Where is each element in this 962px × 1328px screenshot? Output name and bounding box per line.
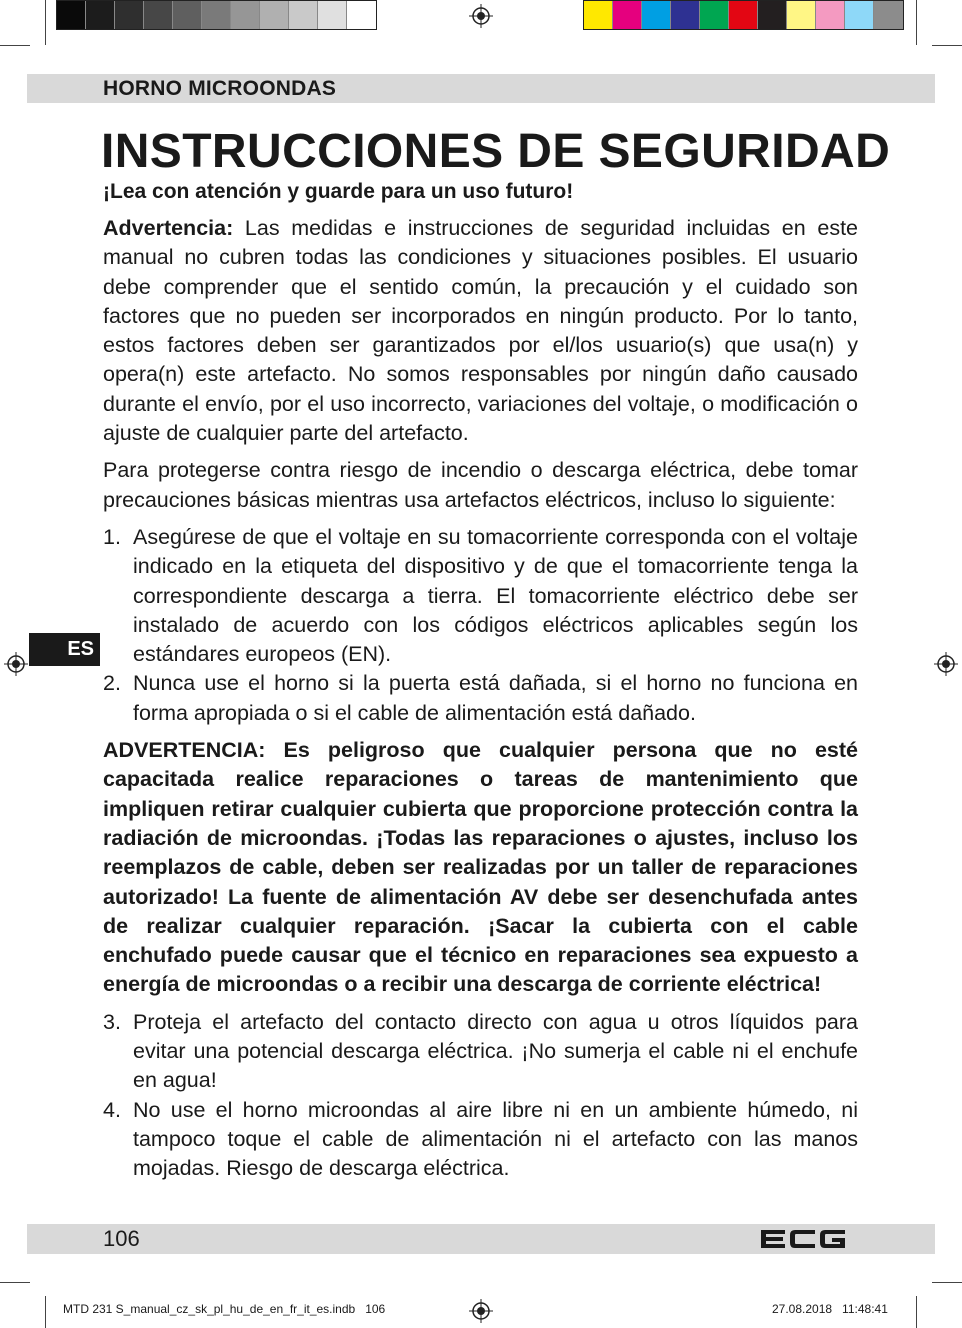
list-item-number: 2. bbox=[103, 671, 121, 696]
color-swatch bbox=[318, 1, 347, 29]
language-tab: ES bbox=[29, 633, 100, 666]
crop-mark bbox=[45, 0, 46, 45]
warning-paragraph bbox=[103, 214, 858, 448]
color-swatch bbox=[671, 1, 700, 29]
registration-mark-icon bbox=[469, 1299, 493, 1323]
list-item bbox=[103, 669, 858, 728]
color-swatch bbox=[874, 1, 903, 29]
color-swatch bbox=[260, 1, 289, 29]
color-swatch bbox=[787, 1, 816, 29]
color-swatch bbox=[57, 1, 86, 29]
color-swatch bbox=[173, 1, 202, 29]
crop-mark bbox=[932, 1282, 962, 1283]
list-item-number: 1. bbox=[103, 524, 121, 549]
warning-text: Las medidas e instrucciones de seguridad incluidas en este manual no cubren todas las condiciones y situaciones posibles. El usuario debe comprender que el sentido común, la precaución y el cuidado son factores que no pueden ser incorporados en ningún producto. Por lo tanto, estos factores deben ser garantizados por el/los usuario(s) que usa(n) y opera(n) este artefacto. No somos responsables por ningún daño causado durante el envío, por el uso incorrecto, variaciones del voltaje, o modificación o ajuste de cualquier parte del artefacto. bbox=[103, 216, 858, 446]
safety-steps-list bbox=[103, 523, 858, 728]
list-item-text: Proteja el artefacto del contacto directo con agua u otros líquidos para evitar una potencial descarga eléctrica. ¡No sumerja el cable ni el enchufe en agua! bbox=[133, 1009, 858, 1093]
list-item bbox=[103, 1008, 858, 1096]
color-swatch bbox=[115, 1, 144, 29]
page-number: 106 bbox=[103, 1226, 140, 1251]
color-swatch bbox=[144, 1, 173, 29]
list-item-text: Asegúrese de que el voltaje en su tomacorriente corresponda con el voltaje indicado en la etiqueta del dispositivo y de que el tomacorriente tenga la correspondiente descarga a tierra. El tomacorriente eléctrico debe ser instalado de acuerdo con los códigos eléctricos aplicables según los estándares europeos (EN). bbox=[133, 524, 858, 667]
list-item bbox=[103, 523, 858, 669]
safety-steps-list bbox=[103, 1008, 858, 1184]
color-swatch bbox=[584, 1, 613, 29]
crop-mark bbox=[932, 45, 962, 46]
page-subtitle: ¡Lea con atención y guarde para un uso futuro! bbox=[103, 180, 574, 203]
ecg-logo bbox=[759, 1228, 847, 1250]
registration-mark-icon bbox=[4, 652, 28, 676]
color-swatch bbox=[642, 1, 671, 29]
page-title: INSTRUCCIONES DE SEGURIDAD bbox=[101, 125, 891, 178]
registration-mark-icon bbox=[934, 652, 958, 676]
safety-content bbox=[103, 214, 858, 1192]
color-swatch bbox=[845, 1, 874, 29]
crop-mark bbox=[0, 45, 30, 46]
color-swatch bbox=[758, 1, 787, 29]
print-slug-timestamp: 27.08.2018 11:48:41 bbox=[772, 1302, 888, 1316]
crop-mark bbox=[916, 1296, 917, 1328]
warning-label: Advertencia: bbox=[103, 216, 234, 240]
color-swatch bbox=[86, 1, 115, 29]
registration-mark-icon bbox=[469, 4, 493, 28]
color-swatch bbox=[816, 1, 845, 29]
list-item-text: No use el horno microondas al aire libre ni en un ambiente húmedo, ni tampoco toque el cable de alimentación ni el artefacto con las manos mojadas. Riesgo de descarga eléctrica. bbox=[133, 1097, 858, 1181]
list-item bbox=[103, 1096, 858, 1184]
color-swatch bbox=[613, 1, 642, 29]
color-swatch bbox=[700, 1, 729, 29]
grayscale-color-bar bbox=[56, 0, 377, 30]
caution-paragraph: ADVERTENCIA: Es peligroso que cualquier persona que no esté capacitada realice reparaciones o tareas de mantenimiento que impliquen retirar cualquier cubierta que proporcione protección contra la radiación de microondas. ¡Todas las reparaciones o ajustes, incluso los reemplazos de cable, deben ser realizadas por un taller de reparaciones autorizado! La fuente de alimentación AV debe ser desenchufada antes de realizar cualquier reparación. ¡Sacar la cubierta con el cable enchufado puede causar que el técnico en reparaciones sea expuesto a energía de microondas o a recibir una descarga de corriente eléctrica! bbox=[103, 738, 858, 997]
list-item-number: 4. bbox=[103, 1097, 121, 1122]
color-swatch bbox=[202, 1, 231, 29]
color-swatch bbox=[289, 1, 318, 29]
print-slug-filename: MTD 231 S_manual_cz_sk_pl_hu_de_en_fr_it_es.indb 106 bbox=[63, 1302, 386, 1316]
crop-mark bbox=[916, 0, 917, 45]
color-swatch bbox=[347, 1, 376, 29]
crop-mark bbox=[45, 1296, 46, 1328]
cmyk-color-bar bbox=[583, 0, 904, 30]
color-swatch bbox=[729, 1, 758, 29]
crop-mark bbox=[0, 1282, 30, 1283]
color-swatch bbox=[231, 1, 260, 29]
list-item-number: 3. bbox=[103, 1009, 121, 1034]
list-item-text: Nunca use el horno si la puerta está dañada, si el horno no funciona en forma apropiada o si el cable de alimentación está dañado. bbox=[133, 671, 858, 725]
section-header-title: HORNO MICROONDAS bbox=[103, 77, 337, 100]
intro-paragraph: Para protegerse contra riesgo de incendio o descarga eléctrica, debe tomar precauciones básicas mientras usa artefactos eléctricos, incluso lo siguiente: bbox=[103, 458, 858, 512]
